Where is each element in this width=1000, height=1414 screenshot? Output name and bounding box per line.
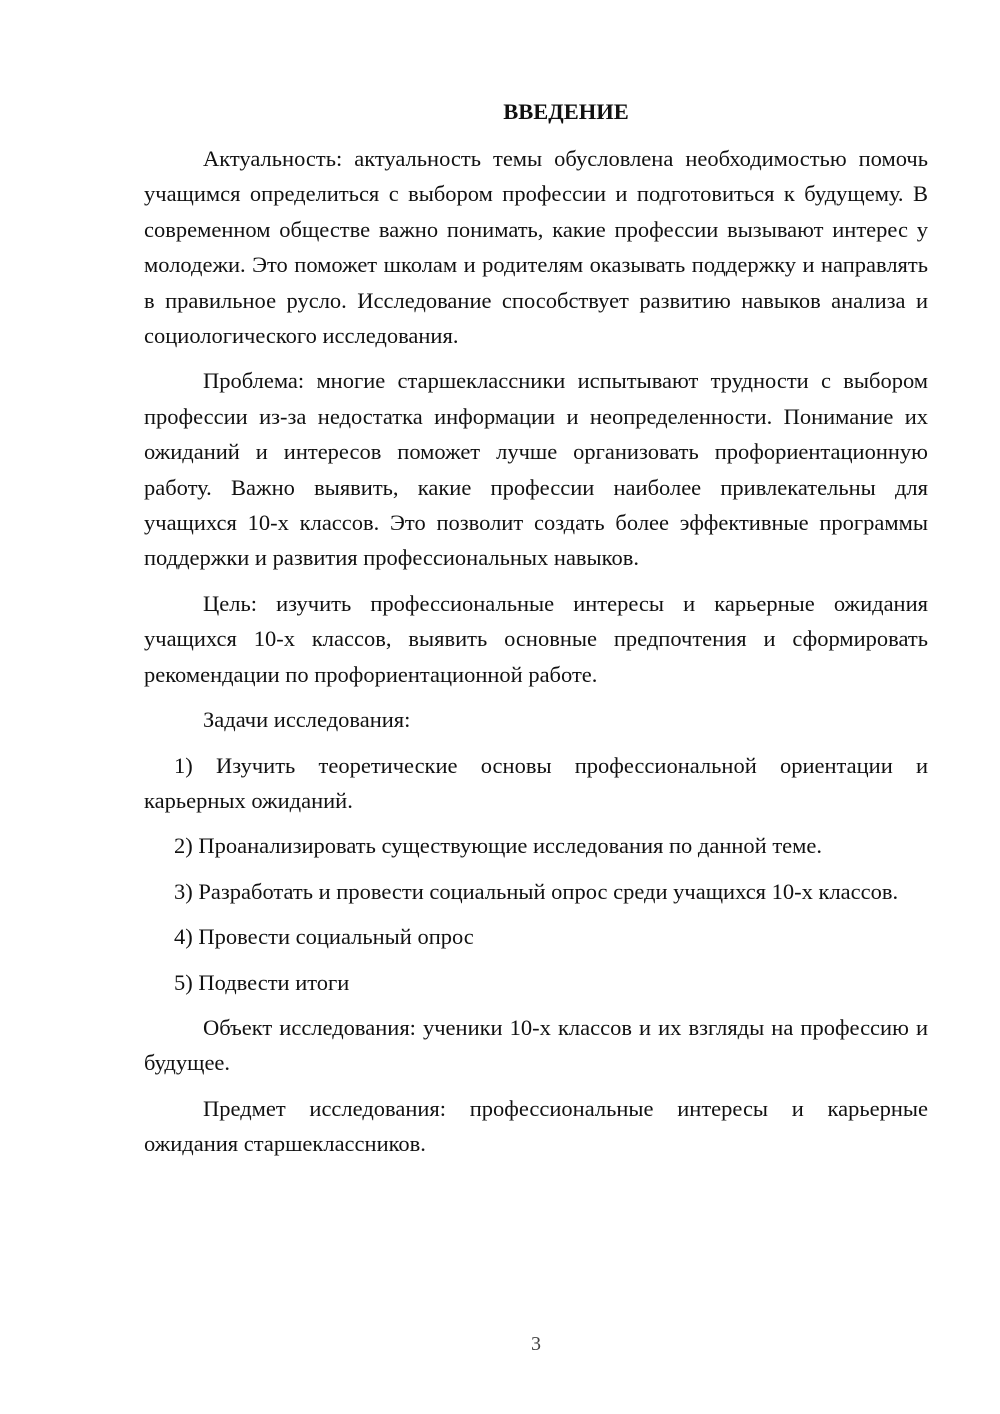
subject-paragraph: Предмет исследования: профессиональные интересы и карьерные ожидания старшеклассников. [144, 1095, 928, 1157]
goal-paragraph: Цель: изучить профессиональные интересы и карьерные ожидания учащихся 10-х классов, выявить основные предпочтения и сформировать рекомендации по профориентационной работе. [144, 590, 928, 687]
tasks-title: Задачи исследования: [203, 707, 411, 733]
page-number: 3 [531, 1333, 541, 1355]
relevance-paragraph: Актуальность: актуальность темы обусловлена необходимостью помочь учащимся определиться с выбором профессии и подготовиться к будущему. В современном обществе важно понимать, какие профессии вызывают интерес у молодежи. Это поможет школам и родителям оказывать поддержку и направлять в правильное русло. Исследование способствует развитию навыков анализа и социологического исследования. [144, 146, 928, 349]
task-item-5: 5) Подвести итоги [174, 969, 350, 995]
task-item-2: 2) Проанализировать существующие исследования по данной теме. [174, 833, 823, 859]
object-paragraph: Объект исследования: ученики 10-х классов и их взгляды на профессию и будущее. [144, 1014, 928, 1076]
task-item-1: 1) Изучить теоретические основы профессиональной ориентации и карьерных ожиданий. [144, 752, 928, 813]
page-title: ВВЕДЕНИЕ [503, 99, 629, 124]
task-item-3: 3) Разработать и провести социальный опрос среди учащихся 10-х классов. [174, 878, 899, 904]
task-item-4: 4) Провести социальный опрос [174, 924, 474, 950]
problem-paragraph: Проблема: многие старшеклассники испытывают трудности с выбором профессии из-за недостатка информации и неопределенности. Понимание их ожиданий и интересов поможет лучше организовать профориентационную работу. Важно выявить, какие профессии наиболее привлекательны для учащихся 10-х классов. Это позволит создать более эффективные программы поддержки и развития профессиональных навыков. [144, 368, 928, 571]
document-body [144, 94, 928, 1172]
